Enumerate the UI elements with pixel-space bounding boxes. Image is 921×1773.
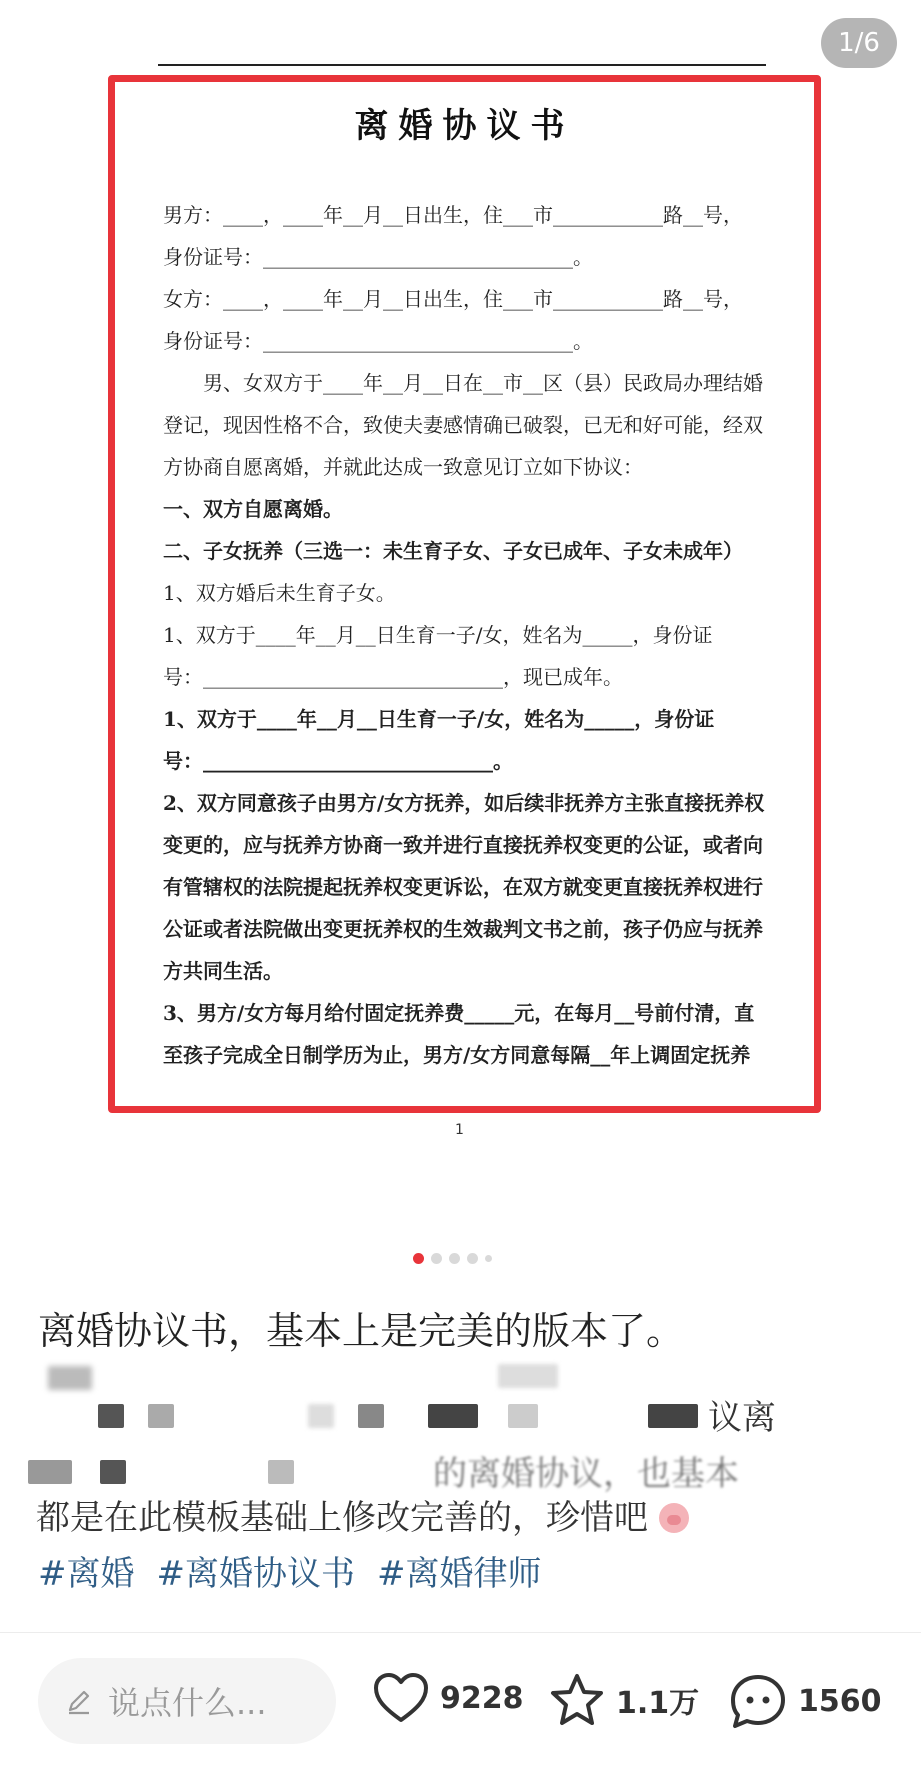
mosaic-block xyxy=(28,1460,72,1484)
document-line: 有管辖权的法院提起抚养权变更诉讼，在双方就变更直接抚养权进行 xyxy=(163,875,763,899)
description-fragment: 的离婚协议，也基本 xyxy=(433,1454,739,1494)
mosaic-block xyxy=(508,1404,538,1428)
mosaic-block xyxy=(268,1460,294,1484)
document-line: 二、子女抚养（三选一：未生育子女、子女已成年、子女未成年） xyxy=(163,539,743,563)
document-line: 2、双方同意孩子由男方/女方抚养，如后续非抚养方主张直接抚养权 xyxy=(163,791,765,815)
document-line: 登记，现因性格不合，致使夫妻感情确已破裂，已无和好可能，经双 xyxy=(163,413,763,437)
comment-button[interactable] xyxy=(728,1672,882,1730)
bottom-divider xyxy=(0,1632,921,1633)
document-line: 公证或者法院做出变更抚养权的生效裁判文书之前，孩子仍应与抚养 xyxy=(163,917,763,941)
like-button[interactable] xyxy=(372,1672,524,1724)
comment-input[interactable] xyxy=(38,1658,336,1744)
mosaic-block xyxy=(498,1364,558,1388)
description-fragment: 议离 xyxy=(708,1398,776,1438)
document-line: 号：_____________________________。 xyxy=(163,749,513,773)
carousel-dot[interactable] xyxy=(467,1253,478,1264)
comment-count: 1560 xyxy=(798,1683,882,1719)
document-page-number: 1 xyxy=(455,1122,464,1138)
carousel-indicator[interactable] xyxy=(413,1253,492,1264)
hashtag-list xyxy=(38,1546,542,1595)
mosaic-block xyxy=(48,1366,92,1390)
carousel-dot[interactable] xyxy=(485,1255,492,1262)
carousel-dot[interactable] xyxy=(413,1253,424,1264)
hashtag-link[interactable]: #离婚协议书 xyxy=(156,1554,355,1594)
document-line: 一、双方自愿离婚。 xyxy=(163,497,343,521)
collect-count: 1.1万 xyxy=(616,1686,700,1721)
pig-emoji-icon xyxy=(659,1503,689,1533)
mosaic-block xyxy=(648,1404,698,1428)
description-fragment xyxy=(36,1490,689,1539)
hashtag-link[interactable]: #离婚 xyxy=(38,1554,135,1594)
hashtag-link[interactable]: #离婚律师 xyxy=(377,1554,542,1594)
carousel-dot[interactable] xyxy=(431,1253,442,1264)
mosaic-block xyxy=(428,1404,478,1428)
comment-placeholder: 说点什么... xyxy=(108,1684,267,1722)
pencil-icon xyxy=(64,1686,94,1716)
carousel-dot[interactable] xyxy=(449,1253,460,1264)
document-line: 3、男方/女方每月给付固定抚养费_____元，在每月__号前付清，直 xyxy=(163,1001,755,1025)
document-top-rule xyxy=(158,64,766,66)
document-line: 变更的，应与抚养方协商一致并进行直接抚养权变更的公证，或者向 xyxy=(163,833,763,857)
document-line: 1、双方婚后未生育子女。 xyxy=(163,581,396,605)
document-line: 男、女双方于____年__月__日在__市__区（县）民政局办理结婚 xyxy=(163,371,763,395)
document-body xyxy=(163,194,773,1076)
collect-button[interactable] xyxy=(548,1672,699,1728)
mosaic-block xyxy=(308,1404,334,1428)
document-line: 方协商自愿离婚，并就此达成一致意见订立如下协议： xyxy=(163,455,643,479)
document-line: 1、双方于____年__月__日生育一子/女，姓名为_____，身份证 xyxy=(163,707,715,731)
page-counter: 1/6 xyxy=(821,18,897,68)
comment-bubble-icon xyxy=(728,1672,788,1730)
star-icon xyxy=(548,1672,606,1728)
document-line: 男方：____，____年__月__日出生，住___市___________路__号， xyxy=(163,203,743,227)
like-count: 9228 xyxy=(440,1680,524,1716)
document-line: 身份证号：_______________________________。 xyxy=(163,329,593,353)
post-title: 离婚协议书，基本上是完美的版本了。 xyxy=(38,1309,685,1353)
post-description xyxy=(28,1360,888,1538)
mosaic-block xyxy=(100,1460,126,1484)
document-line: 至孩子完成全日制学历为止，男方/女方同意每隔__年上调固定抚养 xyxy=(163,1043,751,1067)
mosaic-block xyxy=(148,1404,174,1428)
document-title: 离婚协议书 xyxy=(354,106,575,146)
document-highlight-frame xyxy=(108,75,821,1113)
mosaic-block xyxy=(358,1404,384,1428)
document-line: 方共同生活。 xyxy=(163,959,283,983)
description-text: 都是在此模板基础上修改完善的，珍惜吧 xyxy=(36,1498,648,1538)
document-line: 身份证号：_______________________________。 xyxy=(163,245,593,269)
heart-icon xyxy=(372,1672,430,1724)
document-line: 女方：____，____年__月__日出生，住___市___________路__号， xyxy=(163,287,743,311)
mosaic-block xyxy=(98,1404,124,1428)
document-line: 号：______________________________，现已成年。 xyxy=(163,665,623,689)
document-line: 1、双方于____年__月__日生育一子/女，姓名为_____，身份证 xyxy=(163,623,713,647)
